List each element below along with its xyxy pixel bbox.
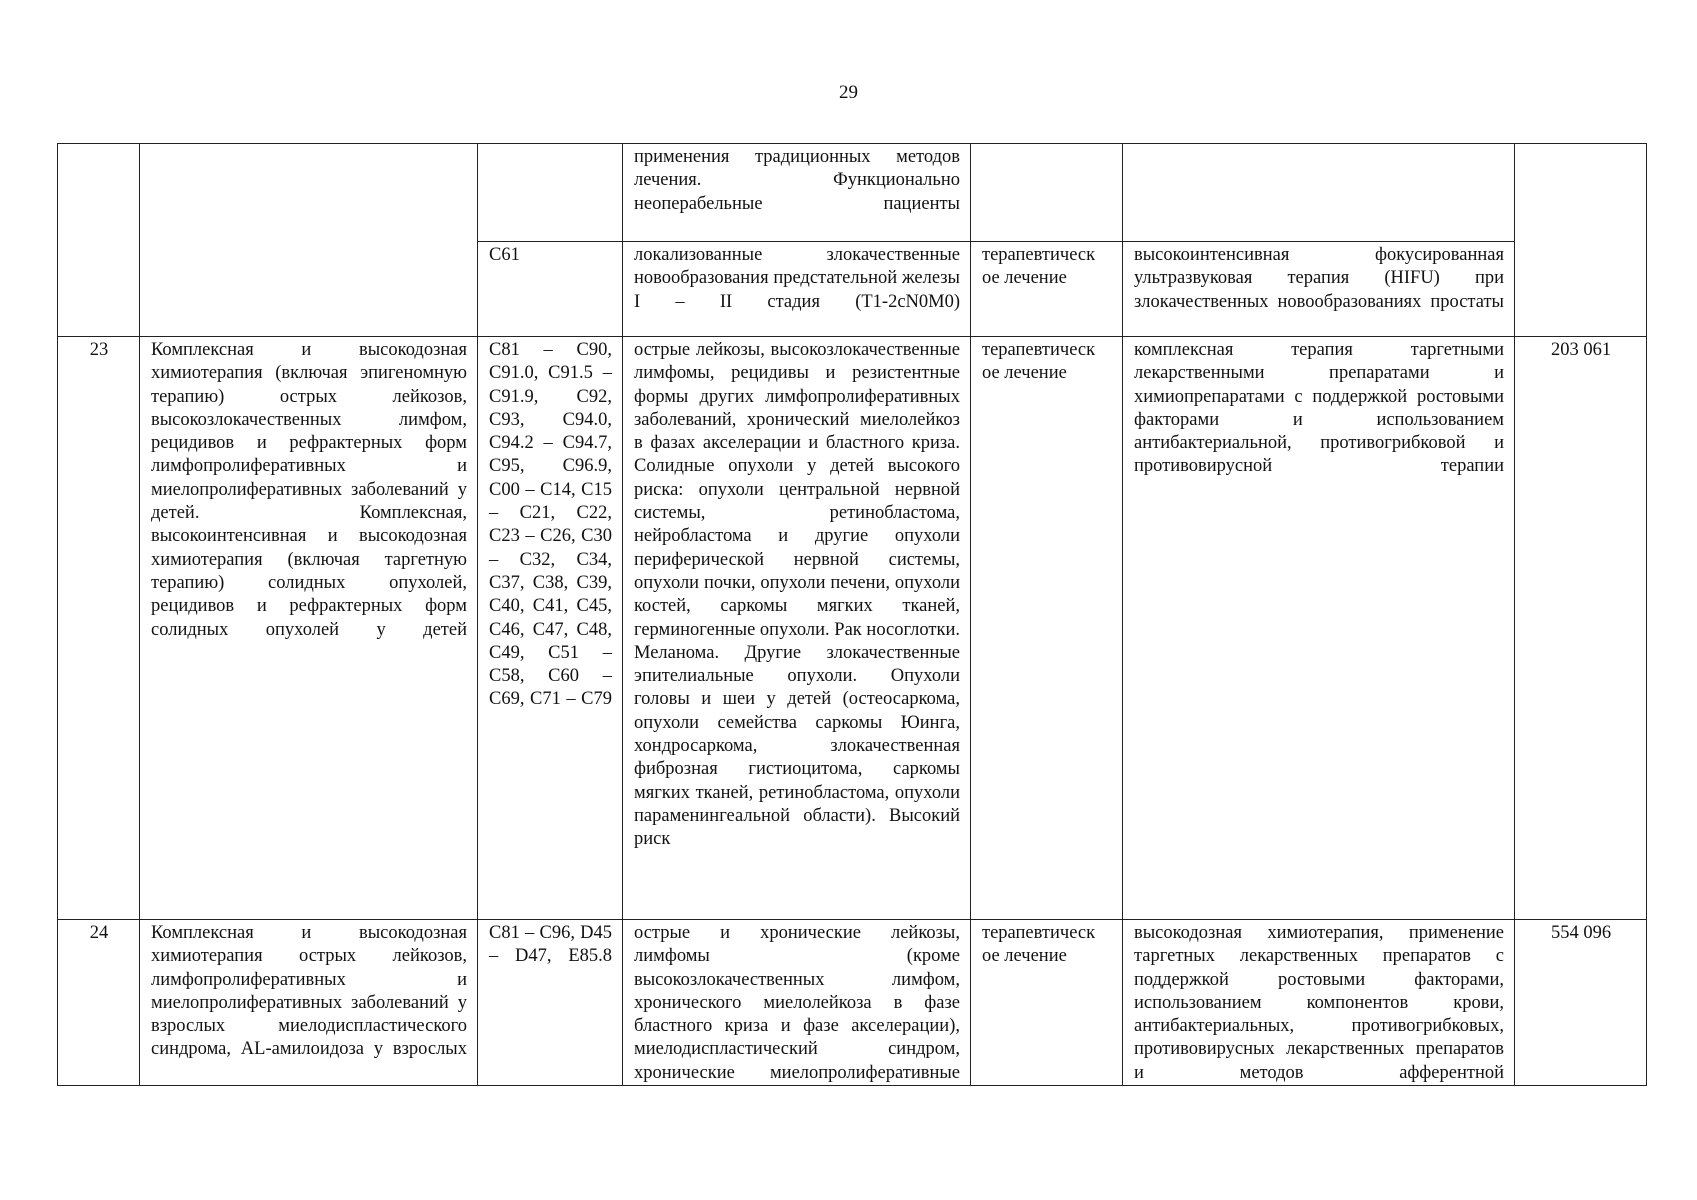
number-cell [58, 920, 140, 1086]
name-cell [140, 144, 478, 337]
cost-value: 554 096 [1550, 923, 1612, 943]
page-number: 29 [839, 82, 858, 103]
method-text: комплексная терапия таргетными лекарственными препаратами и химиопрепаратами с поддержкой ростовыми факторами и использованием антибактериальной, противогрибковой и противовирусной терапии [1134, 340, 1504, 477]
method-text: высокоинтенсивная фокусированная ультразвуковая терапия (HIFU) при злокачественных новообразованиях простаты [1134, 245, 1504, 312]
cost-cell [1515, 920, 1647, 1086]
treatment-type-cell [971, 337, 1123, 920]
disease-text: острые и хронические лейкозы, лимфомы (кроме высокозлокачественных лимфом, хронического миелолейкоза в фазе бластного криза и фазе акселерации), миелодиспластический синдром, хронические миелопролиферативные [634, 923, 960, 1083]
codes-cell [478, 144, 623, 242]
table-row-continuation-a [58, 144, 1647, 242]
name-cell [140, 920, 478, 1086]
codes-text: C81 – C90, C91.0, C91.5 – C91.9, C92, C93, C94.0, C94.2 – C94.7, C95, C96.9, C00 – C14, C15 – C21, C22, C23 – C26, C30 – C32, C34, C37, C38, C39, C40, C41, C45, C46, C47, C48, C49, C51 – C58, C60 – C69, C71 – C79 [489, 340, 612, 710]
disease-cell [623, 144, 971, 242]
treatment-type-text: терапевтическ ое лечение [982, 923, 1096, 967]
row-number: 23 [89, 340, 109, 360]
method-cell [1123, 337, 1515, 920]
disease-cell [623, 242, 971, 337]
codes-cell [478, 337, 623, 920]
method-cell [1123, 920, 1515, 1086]
disease-text: острые лейкозы, высокозлокачественные лимфомы, рецидивы и резистентные формы других лимфопролиферативных заболеваний, хронический миелолейкоз в фазах акселерации и бластного криза. Солидные опухоли у детей высокого риска: опухоли центральной нервной системы, ретинобластома, нейробластома и другие опухоли периферической нервной системы, опухоли почки, опухоли печени, опухоли костей, саркомы мягких тканей, герминогенные опухоли. Рак носоглотки. Меланома. Другие злокачественные эпителиальные опухоли. Опухоли головы и шеи у детей (остеосаркома, опухоли семейства саркомы Юинга, хондросаркома, злокачественная фиброзная гистиоцитома, саркомы мягких тканей, ретинобластома, опухоли параменингеальной области). Высокий риск [634, 340, 960, 850]
disease-cell [623, 337, 971, 920]
cost-value: 203 061 [1550, 340, 1612, 360]
service-name: Комплексная и высокодозная химиотерапия (включая эпигеномную терапию) острых лейкозов, высокозлокачественных лимфом, рецидивов и рефрактерных форм лимфопролиферативных и миелопролиферативных заболеваний у детей. Комплексная, высокоинтенсивная и высокодозная химиотерапия (включая таргетную терапию) солидных опухолей, рецидивов и рефрактерных форм солидных опухолей у детей [151, 340, 467, 640]
method-text: высокодозная химиотерапия, применение таргетных лекарственных препаратов с поддержкой ростовыми факторами, использованием компонентов крови, антибактериальных, противогрибковых, противовирусных лекарственных препаратов и методов афферентной [1134, 923, 1504, 1083]
cost-cell [1515, 144, 1647, 337]
number-cell [58, 144, 140, 337]
method-cell [1123, 144, 1515, 242]
name-cell [140, 337, 478, 920]
treatment-type-cell [971, 144, 1123, 242]
service-name: Комплексная и высокодозная химиотерапия острых лейкозов, лимфопролиферативных и миелопролиферативных заболеваний у взрослых миелодиспластического синдрома, AL-амилоидоза у взрослых [151, 923, 467, 1060]
treatment-type-text: терапевтическ ое лечение [982, 340, 1096, 384]
row-number: 24 [89, 923, 109, 943]
disease-cell [623, 920, 971, 1086]
table-row [58, 337, 1647, 920]
method-cell [1123, 242, 1515, 337]
treatment-type-cell [971, 242, 1123, 337]
codes-cell [478, 242, 623, 337]
codes-cell [478, 920, 623, 1086]
cost-cell [1515, 337, 1647, 920]
table-row [58, 920, 1647, 1086]
treatment-type-cell [971, 920, 1123, 1086]
services-table [57, 143, 1647, 1086]
disease-text: применения традиционных методов лечения. Функционально неоперабельные пациенты [634, 147, 960, 214]
disease-text: локализованные злокачественные новообразования предстательной железы I – II стадия (T1-2cN0M0) [634, 245, 960, 312]
number-cell [58, 337, 140, 920]
codes-text: C61 [489, 245, 520, 265]
codes-text: C81 – C96, D45 – D47, E85.8 [489, 923, 612, 967]
treatment-type-text: терапевтическ ое лечение [982, 245, 1096, 289]
